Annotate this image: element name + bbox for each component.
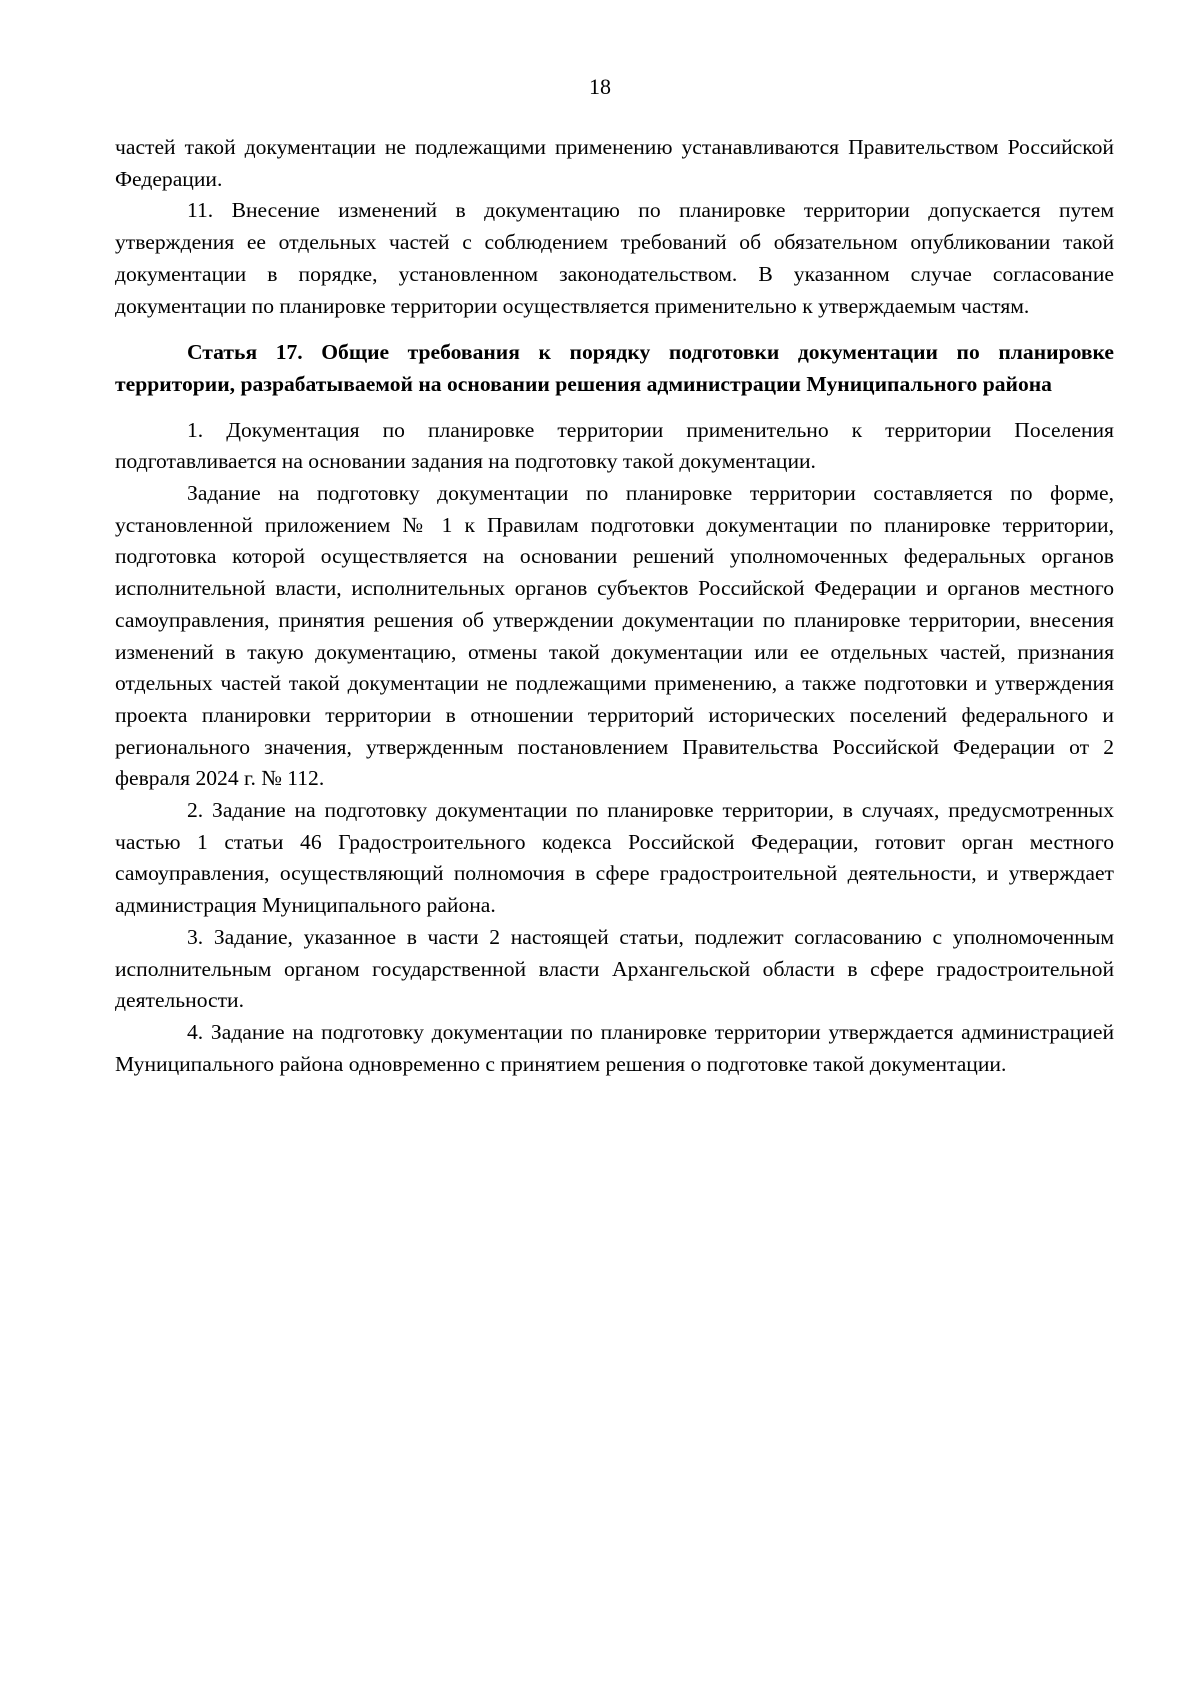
paragraph-item-4: 4. Задание на подготовку документации по планировке территории утверждается администрацией Муниципального района одновременно с принятием решения о подготовке такой документации. (115, 1019, 1114, 1076)
paragraph-continuation: частей такой документации не подлежащими применению устанавливаются Правительством Российской Федерации. (115, 135, 1114, 191)
article-17-heading: Статья 17. Общие требования к порядку подготовки документации по планировке территории, разрабатываемой на основании решения администрации Муниципального района (115, 340, 1114, 396)
page-number: 18 (589, 74, 611, 99)
paragraph-item-3: 3. Задание, указанное в части 2 настоящей статьи, подлежит согласованию с уполномоченным исполнительным органом государственной власти Архангельской области в сфере градостроительной деятельности. (115, 924, 1114, 1013)
paragraph-item-11: 11. Внесение изменений в документацию по планировке территории допускается путем утверждения ее отдельных частей с соблюдением требований об обязательном опубликовании такой документации в порядке, установленном законодательством. В указанном случае согласование документации по планировке территории осуществляется применительно к утверждаемым частям. (115, 198, 1114, 318)
paragraph-item-2: 2. Задание на подготовку документации по планировке территории, в случаях, предусмотренных частью 1 статьи 46 Градостроительного кодекса Российской Федерации, готовит орган местного самоуправления, осуществляющий полномочия в сфере градостроительной деятельности, и утверждает администрация Муниципального района. (115, 798, 1114, 918)
document-body (115, 132, 1114, 1080)
paragraph-item-1: 1. Документация по планировке территории применительно к территории Поселения подготавливается на основании задания на подготовку такой документации. (115, 417, 1114, 474)
paragraph-assignment-form: Задание на подготовку документации по планировке территории составляется по форме, установленной приложением № 1 к Правилам подготовки документации по планировке территории, подготовка которой осуществляется на основании решений уполномоченных федеральных органов исполнительной власти, исполнительных органов субъектов Российской Федерации и органов местного самоуправления, принятия решения об утверждении документации по планировке территории, внесения изменений в такую документацию, отмены такой документации или ее отдельных частей, признания отдельных частей такой документации не подлежащими применению, а также подготовки и утверждения проекта планировки территории в отношении территорий исторических поселений федерального и регионального значения, утвержденным постановлением Правительства Российской Федерации от 2 февраля 2024 г. № 112. (115, 481, 1114, 791)
